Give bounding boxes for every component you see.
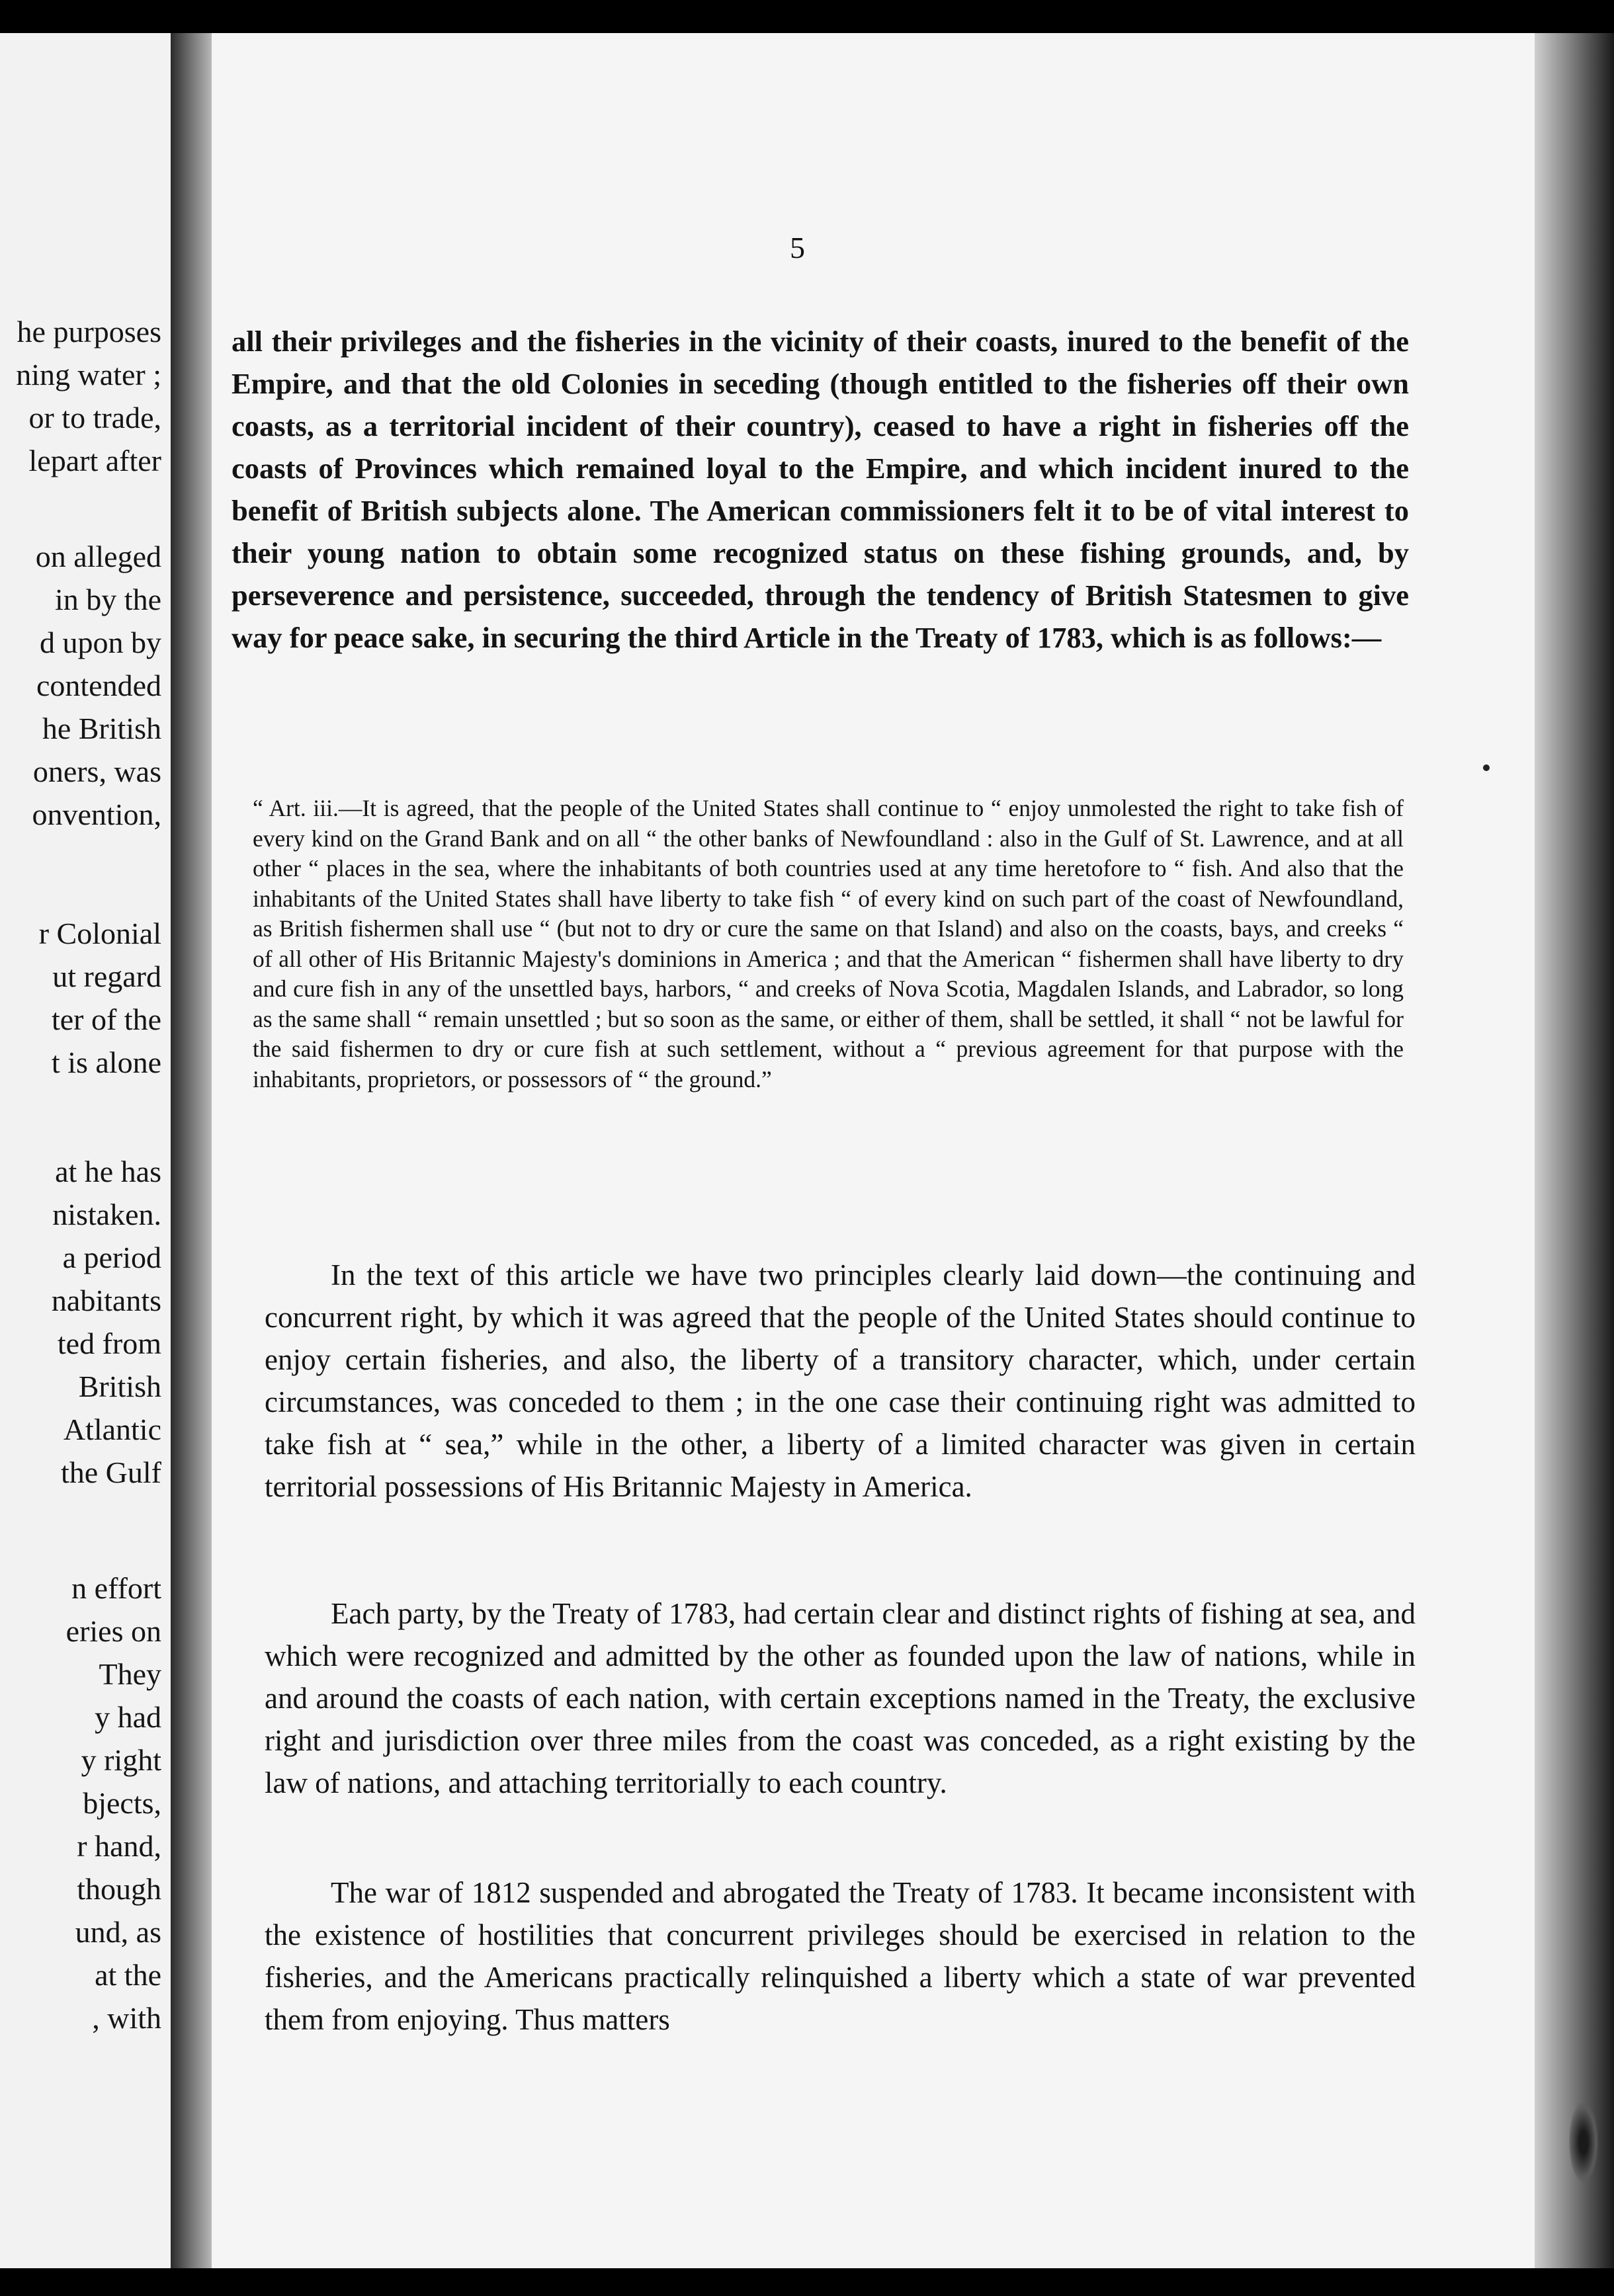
page-number: 5 — [790, 231, 805, 265]
facing-line: nistaken. — [52, 1198, 161, 1231]
facing-line: They — [99, 1657, 161, 1691]
facing-line: ut regard — [52, 960, 161, 993]
facing-line: onvention, — [32, 798, 161, 831]
paragraph-each-party-text: Each party, by the Treaty of 1783, had certain clear and distinct rights of fishing at sea, and which were recognized and admitted by the other as founded upon the law of nations, while in and around the coasts of each nation, with certain exceptions named in the Treaty, the exclusive right and jurisdiction over three miles from the coast was conceded, as a right existing by the law of nations, and attaching territorially to each country. — [265, 1597, 1416, 1799]
facing-line: he British — [42, 712, 161, 745]
facing-line: , with — [92, 2001, 161, 2035]
facing-line: bjects, — [83, 1786, 161, 1820]
paragraph-two-principles — [265, 1254, 1416, 1508]
facing-line: oners, was — [32, 755, 161, 788]
facing-page-fragment — [0, 33, 171, 2268]
facing-line: y right — [81, 1743, 161, 1777]
facing-line: contended — [36, 669, 161, 702]
facing-line: nabitants — [51, 1284, 161, 1317]
ink-speck — [1483, 764, 1490, 771]
facing-line: though — [77, 1872, 161, 1906]
page-edge-shadow — [1535, 33, 1614, 2268]
paragraph-war-1812 — [265, 1871, 1416, 2041]
facing-line: at he has — [55, 1155, 161, 1188]
facing-line: a period — [62, 1241, 161, 1274]
facing-line: the Gulf — [60, 1456, 161, 1489]
facing-line: at the — [95, 1958, 161, 1992]
facing-line: ning water ; — [16, 358, 161, 391]
treaty-article-quote — [253, 794, 1404, 1094]
intro-paragraph — [232, 320, 1409, 659]
facing-line: Atlantic — [63, 1413, 161, 1446]
facing-line: und, as — [75, 1915, 161, 1949]
paragraph-war-1812-text: The war of 1812 suspended and abrogated the Treaty of 1783. It became inconsistent with the existence of hostilities that concurrent privileges should be exercised in relation to the fisheries, and the Americans practically relinquished a liberty which a state of war prevented them from enjoying. Thus matters — [265, 1876, 1416, 2036]
facing-line: t is alone — [51, 1046, 161, 1079]
facing-line: in by the — [55, 583, 161, 616]
intro-paragraph-text: all their privileges and the fisheries in the vicinity of their coasts, inured to the benefit of the Empire, and that the old Colonies in seceding (though entitled to the fisheries off their own coasts, as a territorial incident of their country), ceased to have a right in fisheries off the coasts of Provinces which remained loyal to the Empire, and which incident inured to the benefit of British subjects alone. The American commissioners felt it to be of vital interest to their young nation to obtain some recognized status on these fishing grounds, and, by perseverence and persistence, succeeded, through the tendency of British Statesmen to give way for peace sake, in securing the third Article in the Treaty of 1783, which is as follows:— — [232, 325, 1409, 654]
scan-border-bottom — [0, 2270, 1614, 2296]
facing-line: n effort — [71, 1571, 161, 1605]
scan-border-top — [0, 0, 1614, 33]
facing-line: d upon by — [40, 626, 161, 659]
facing-line: lepart after — [28, 444, 161, 477]
facing-line: eries on — [65, 1614, 161, 1648]
facing-line: he purposes — [17, 315, 161, 348]
facing-line: on alleged — [35, 540, 161, 573]
page-stain — [1569, 2103, 1598, 2182]
facing-line: r hand, — [77, 1829, 161, 1863]
facing-line: ted from — [57, 1327, 161, 1360]
document-page — [212, 33, 1535, 2268]
facing-line: r Colonial — [38, 917, 161, 950]
facing-line: British — [78, 1370, 161, 1403]
book-gutter — [171, 33, 212, 2268]
facing-line: y had — [95, 1700, 161, 1734]
treaty-article-text: “ Art. iii.—It is agreed, that the people of the United States shall continue to “ enjoy unmolested the right to take fish of every kind on the Grand Bank and on all “ the other banks of Newfoundland : also in the Gulf of St. Lawrence, and at all other “ places in the sea, where the inhabitants of both countries used at any time heretofore to “ fish. And also that the inhabitants of the United States shall have liberty to take fish “ of every kind on such part of the coast of Newfoundland, as British fishermen shall use “ (but not to dry or cure the same on that Island) and also on the coasts, bays, and creeks “ of all other of His Britannic Majesty's dominions in America ; and that the American “ fishermen shall have liberty to dry and cure fish in any of the unsettled bays, harbors, “ and creeks of Nova Scotia, Magdalen Islands, and Labrador, so long as the same shall “ remain unsettled ; but so soon as the same, or either of them, shall be settled, it shall “ not be lawful for the said fishermen to dry or cure fish at such settlement, without a “ previous agreement for that purpose with the inhabitants, proprietors, or possessors of “ the ground.” — [253, 795, 1404, 1092]
paragraph-each-party — [265, 1592, 1416, 1804]
paragraph-two-principles-text: In the text of this article we have two principles clearly laid down—the continuing and concurrent right, by which it was agreed that the people of the United States should continue to enjoy certain fisheries, and also, the liberty of a transitory character, which, under certain circumstances, was conceded to them ; in the one case their continuing right was admitted to take fish at “ sea,” while in the other, a liberty of a limited character was given in certain territorial possessions of His Britannic Majesty in America. — [265, 1258, 1416, 1503]
facing-line: ter of the — [51, 1003, 161, 1036]
facing-line: or to trade, — [28, 401, 161, 434]
